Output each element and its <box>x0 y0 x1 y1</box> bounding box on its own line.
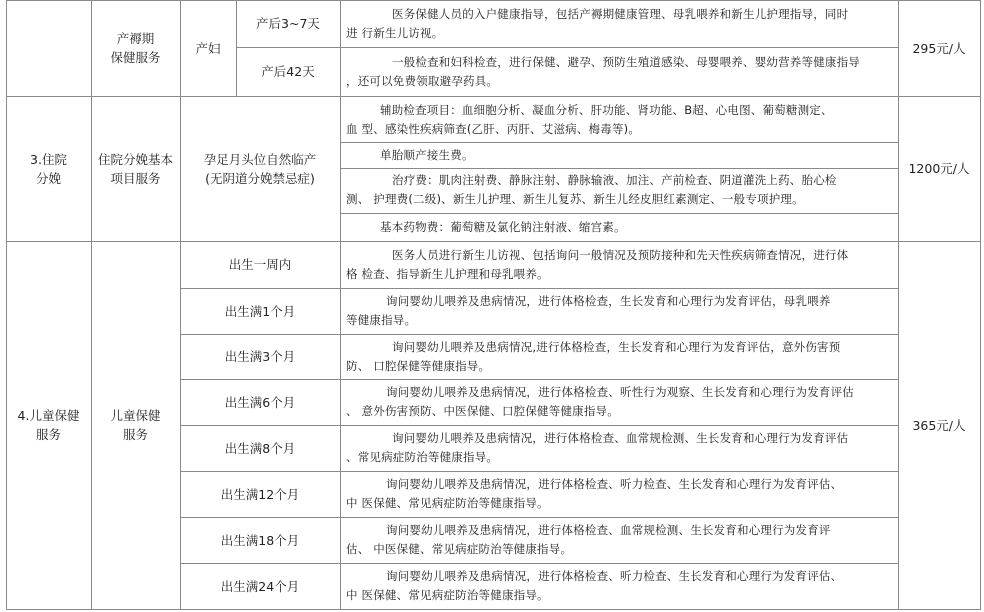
child-age: 出生满18个月 <box>220 532 300 548</box>
child-description: 等健康指导。 <box>346 313 417 327</box>
child-description: 中 医保健、常见病症防治等健康指导。 <box>346 588 549 602</box>
child-price: 365元/人 <box>912 417 966 433</box>
child-category: 儿童保健 服务 <box>110 408 161 442</box>
delivery-item: 基本药物费：葡萄糖及氯化钠注射液、缩宫素。 <box>380 220 626 234</box>
delivery-price: 1200元/人 <box>908 161 970 176</box>
postpartum-period: 产后3~7天 <box>256 16 320 31</box>
postpartum-description: 进 行新生儿访视。 <box>346 26 444 40</box>
delivery-item: 单胎顺产接生费。 <box>380 148 474 162</box>
child-description: 中 医保健、常见病症防治等健康指导。 <box>346 496 549 510</box>
child-description: 格 检查、指导新生儿护理和母乳喂养。 <box>346 267 549 281</box>
postpartum-description: ，还可以免费领取避孕药具。 <box>346 74 499 88</box>
child-description: 、常见病症防治等健康指导。 <box>346 450 499 464</box>
child-age: 出生满8个月 <box>224 440 296 456</box>
postpartum-category: 产褥期 保健服务 <box>110 31 161 65</box>
child-section-title: 4.儿童保健 服务 <box>17 408 80 442</box>
child-age: 出生满3个月 <box>224 349 296 364</box>
delivery-subject: 孕足月头位自然临产 (无阴道分娩禁忌症) <box>203 151 317 186</box>
child-description: 、 意外伤害预防、中医保健、口腔保健等健康指导。 <box>346 404 619 418</box>
postpartum-target: 产妇 <box>195 40 221 56</box>
postpartum-description: 一般检查和妇科检查，进行保健、避孕、预防生殖道感染、母婴喂养、婴幼营养等健康指导 <box>392 55 860 69</box>
postpartum-price: 295元/人 <box>912 40 966 56</box>
delivery-item: 治疗费：肌肉注射费、静脉注射、静脉输液、加注、产前检查、阴道灌洗上药、胎心检 <box>392 173 837 187</box>
delivery-item: 辅助检查项目：血细胞分析、凝血分析、肝功能、肾功能、B超、心电图、葡萄糖测定、 <box>380 103 833 117</box>
child-age: 出生满1个月 <box>224 303 296 319</box>
delivery-section-title: 3.住院 分娩 <box>30 151 67 186</box>
child-age: 出生一周内 <box>228 257 292 272</box>
child-age: 出生满6个月 <box>224 394 296 410</box>
grid-line <box>340 213 898 214</box>
grid-line <box>980 0 981 610</box>
child-description: 询问婴幼儿喂养及患病情况，进行体格检查、听力检查、生长发育和心理行为发育评估、 <box>386 477 843 491</box>
child-description: 估、 中医保健、常见病症防治等健康指导。 <box>346 542 573 556</box>
grid-line <box>340 168 898 169</box>
delivery-item: 血 型、感染性疾病筛查(乙肝、丙肝、艾滋病、梅毒等)。 <box>346 122 641 136</box>
child-description: 询问婴幼儿喂养及患病情况，进行体格检查、血常规检测、生长发育和心理行为发育评 <box>386 523 831 537</box>
child-age: 出生满12个月 <box>220 486 300 502</box>
child-age: 出生满24个月 <box>220 578 300 594</box>
grid-line <box>6 609 981 610</box>
postpartum-period: 产后42天 <box>261 64 315 79</box>
child-description: 询问婴幼儿喂养及患病情况，进行体格检查、血常规检测、生长发育和心理行为发育评估 <box>392 431 849 445</box>
child-description: 询问婴幼儿喂养及患病情况，进行体格检查，生长发育和心理行为发育评估，母乳喂养 <box>386 294 831 308</box>
child-description: 询问婴幼儿喂养及患病情况,进行体格检查，生长发育和心理行为发育评估，意外伤害预 <box>392 340 841 354</box>
delivery-category: 住院分娩基本 项目服务 <box>97 151 173 186</box>
postpartum-description: 医务保健人员的入户健康指导，包括产褥期健康管理、母乳喂养和新生儿护理指导，同时 <box>392 7 849 21</box>
grid-line <box>340 142 898 143</box>
child-description: 询问婴幼儿喂养及患病情况，进行体格检查、听力检查、生长发育和心理行为发育评估、 <box>386 569 843 583</box>
child-description: 防、 口腔保健等健康指导。 <box>346 359 491 373</box>
delivery-item: 测、 护理费(二级)、新生儿护理、新生儿复苏、新生儿经皮胆红素测定、一般专项护理。 <box>346 192 804 206</box>
child-description: 医务人员进行新生儿访视、包括询问一般情况及预防接种和先天性疾病筛查情况，进行体 <box>392 248 849 262</box>
child-description: 询问婴幼儿喂养及患病情况，进行体格检查、听性行为观察、生长发育和心理行为发育评估 <box>386 385 854 399</box>
